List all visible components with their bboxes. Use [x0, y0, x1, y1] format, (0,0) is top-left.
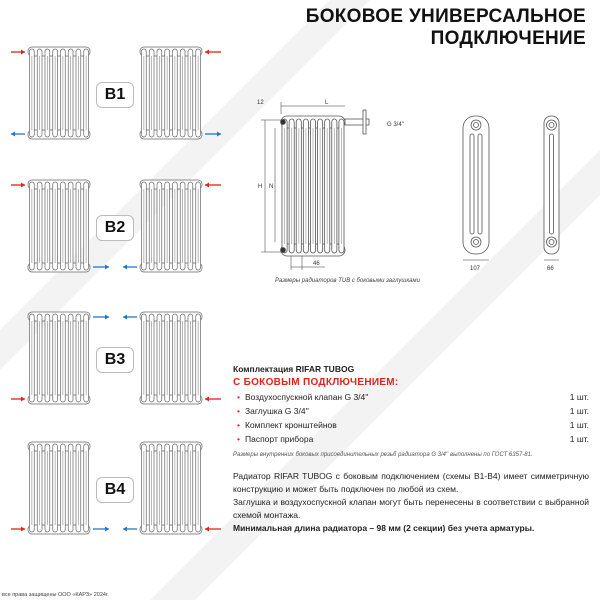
side-view-66 [544, 116, 559, 254]
side-view-107 [463, 116, 489, 254]
front-view [281, 110, 370, 256]
kit-item-name [237, 392, 369, 402]
page-title [306, 6, 586, 50]
supply-arrow-icon [205, 50, 221, 55]
return-arrow-icon [123, 315, 137, 320]
dim-axis: N [269, 184, 274, 190]
return-arrow-icon [11, 132, 25, 137]
supply-arrow-icon [11, 183, 25, 188]
return-arrow-icon [93, 527, 109, 532]
kit-item-label: Комплект кронштейнов [244, 420, 337, 430]
kit-list [233, 392, 589, 444]
radiator-scheme-b2-right [118, 178, 226, 274]
title-line-2: ПОДКЛЮЧЕНИЕ [430, 28, 586, 49]
kit-item-label: Воздухоспускной клапан G 3/4'' [244, 392, 369, 402]
dim-depth-66: 66 [547, 266, 554, 272]
dim-thread: G 3/4'' [387, 122, 404, 128]
bullet-icon: • [237, 434, 240, 444]
kit-subheading: С БОКОВЫМ ПОДКЛЮЧЕНИЕМ: [233, 377, 399, 388]
dim-offset: 12 [257, 100, 264, 106]
kit-item-qty: 1 шт. [569, 434, 589, 444]
description [233, 470, 589, 535]
kit-item-name [237, 406, 309, 416]
return-arrow-icon [123, 527, 137, 532]
supply-arrow-icon [11, 527, 25, 532]
bullet-icon: • [237, 420, 240, 430]
radiator-scheme-b1-right [118, 45, 226, 141]
kit-note: Размеры внутренних боковых присоединительных резьб радиатора G 3/4'' выполнены по ГОСТ 6357-81. [233, 452, 533, 458]
title-line-1: БОКОВОЕ УНИВЕРСАЛЬНОЕ [305, 6, 586, 27]
kit-item-qty: 1 шт. [569, 420, 589, 430]
radiator-scheme-b4-right [118, 440, 226, 536]
return-arrow-icon [93, 265, 109, 270]
bullet-icon: • [237, 392, 240, 402]
kit-heading: Комплектация RIFAR TUBOG [233, 364, 355, 374]
kit-item [233, 392, 589, 402]
dim-height: H [258, 184, 263, 190]
dim-length: L [325, 100, 329, 106]
kit-item [233, 420, 589, 430]
description-p3: Минимальная длина радиатора – 98 мм (2 секции) без учета арматуры. [233, 523, 535, 533]
kit-item-qty: 1 шт. [569, 392, 589, 402]
kit-item [233, 434, 589, 444]
kit-item-label: Заглушка G 3/4'' [244, 406, 309, 416]
supply-arrow-icon [205, 183, 221, 188]
supply-arrow-icon [11, 50, 25, 55]
kit-item-qty: 1 шт. [569, 406, 589, 416]
description-p2: Заглушка и воздухоспускной клапан могут быть перенесены в соответствии с выбранной схемой монтажа. [233, 497, 589, 520]
supply-arrow-icon [11, 397, 25, 402]
description-p1: Радиатор RIFAR TUBOG с боковым подключением (схемы В1-В4) имеет симметричную конструкцию и может быть подключен по любой из схем. [233, 471, 589, 494]
scheme-label-b2: B2 [96, 215, 134, 241]
dim-pitch: 46 [313, 261, 320, 267]
scheme-label-b4: B4 [96, 477, 134, 503]
radiator-dimension-drawing [255, 92, 600, 277]
kit-item [233, 406, 589, 416]
dim-depth-107: 107 [470, 266, 481, 272]
scheme-label-b3: B3 [96, 347, 134, 373]
return-arrow-icon [205, 132, 221, 137]
kit-item-label: Паспорт прибора [244, 434, 314, 444]
radiator-scheme-b3-right [118, 310, 226, 406]
supply-arrow-icon [205, 527, 221, 532]
kit-item-name [237, 420, 337, 430]
return-arrow-icon [93, 315, 109, 320]
bullet-icon: • [237, 406, 240, 416]
kit-section [233, 364, 589, 458]
drawing-caption: Размеры радиаторов TUB с боковыми заглушками [275, 278, 420, 284]
scheme-label-b1: B1 [96, 82, 134, 108]
return-arrow-icon [123, 265, 137, 270]
kit-item-name [237, 434, 313, 444]
supply-arrow-icon [205, 397, 221, 402]
copyright-footer: все права защищены ООО «КАРЗ» 2024г. [2, 592, 109, 598]
